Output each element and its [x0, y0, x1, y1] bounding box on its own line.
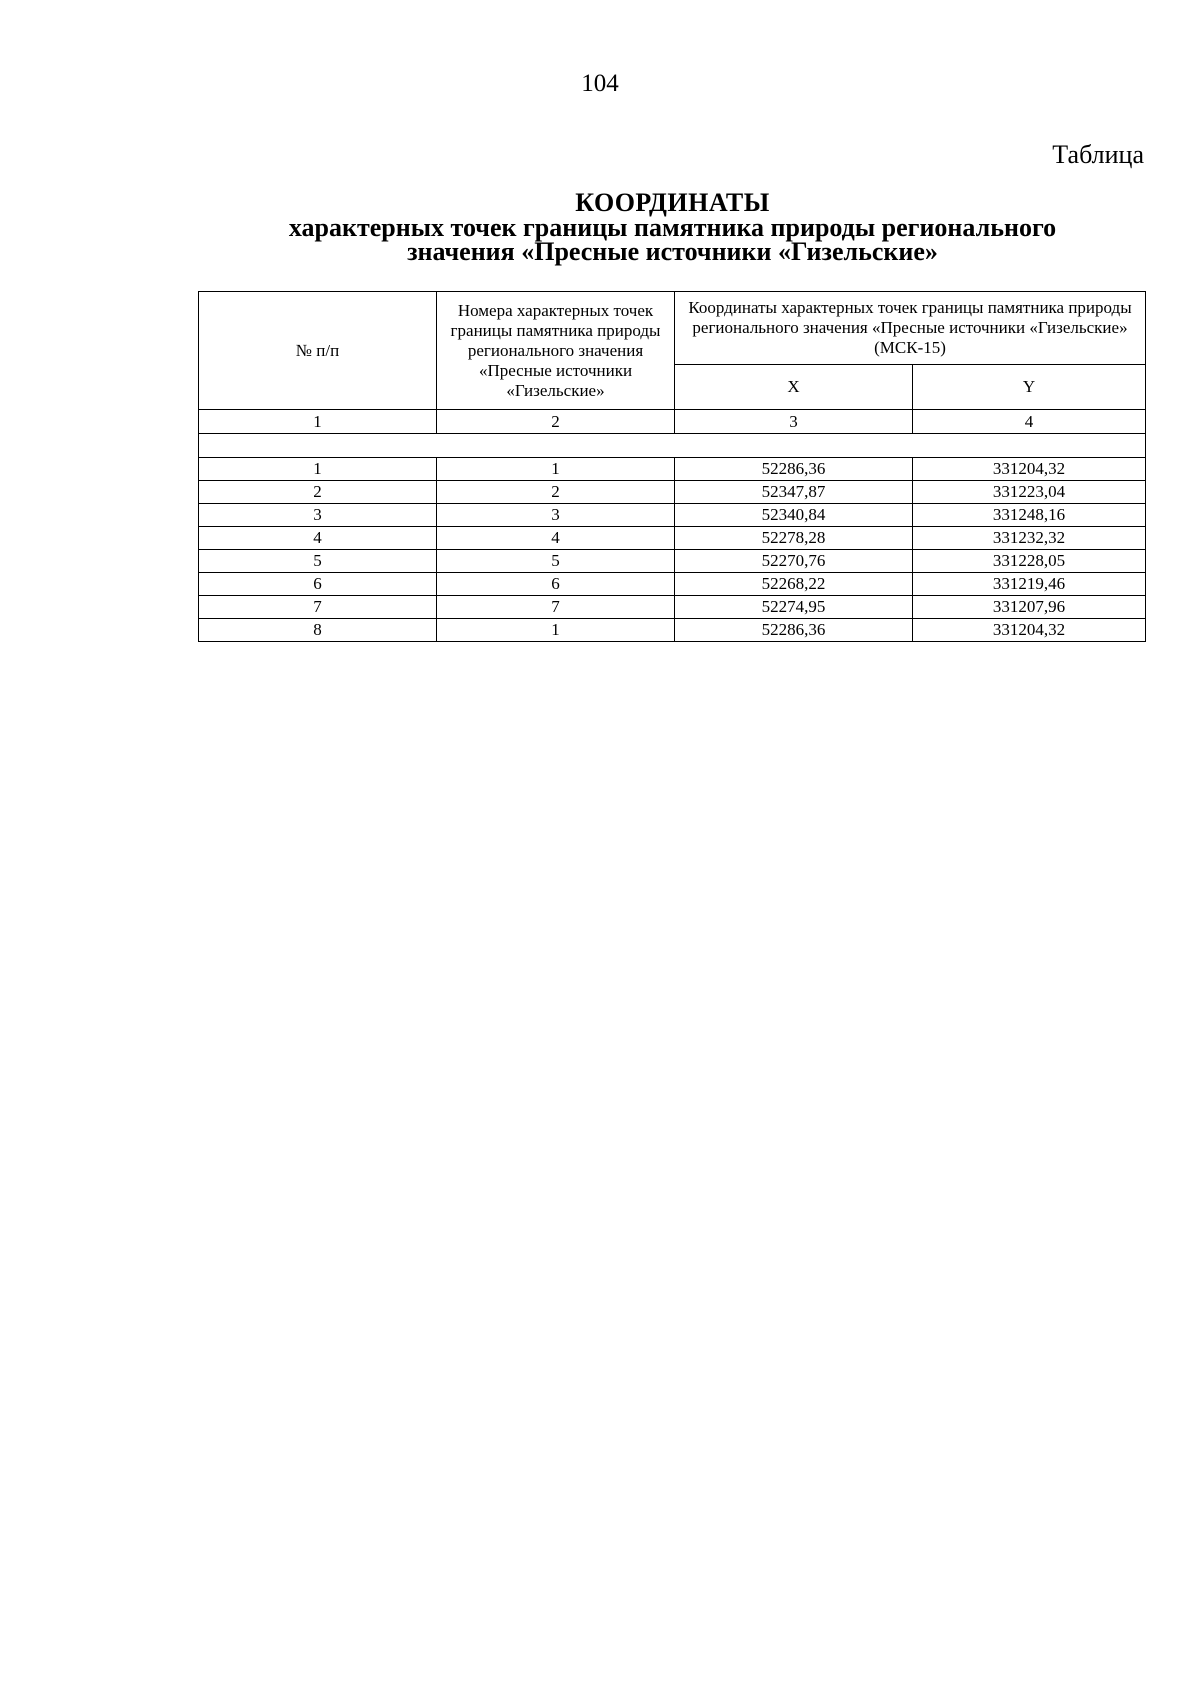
x-coordinate-cell: 52286,36 [675, 619, 913, 642]
y-coordinate-cell: 331204,32 [913, 619, 1146, 642]
y-coordinate-cell: 331207,96 [913, 596, 1146, 619]
y-coordinate-cell: 331223,04 [913, 481, 1146, 504]
coordinates-table [198, 291, 1146, 642]
title-main: КООРДИНАТЫ [575, 188, 770, 217]
y-coordinate-cell: 331228,05 [913, 550, 1146, 573]
row-number-cell: 1 [199, 458, 437, 481]
point-number-cell: 7 [437, 596, 675, 619]
column-number-cell: 3 [675, 410, 913, 434]
point-number-cell: 6 [437, 573, 675, 596]
y-coordinate-cell: 331219,46 [913, 573, 1146, 596]
point-number-cell: 5 [437, 550, 675, 573]
y-coordinate-cell: 331248,16 [913, 504, 1146, 527]
empty-row [199, 434, 1146, 458]
title-line-1: характерных точек границы памятника природы регионального [288, 213, 1057, 242]
table-row [199, 573, 1146, 596]
x-coordinate-cell: 52347,87 [675, 481, 913, 504]
row-number-cell: 4 [199, 527, 437, 550]
row-number-cell: 7 [199, 596, 437, 619]
point-number-cell: 2 [437, 481, 675, 504]
column-number-cell: 4 [913, 410, 1146, 434]
point-number-cell: 1 [437, 619, 675, 642]
document-title [200, 190, 1145, 264]
table-row [199, 619, 1146, 642]
page-number: 104 [581, 70, 619, 97]
title-line-2: значения «Пресные источники «Гизельские» [407, 237, 938, 266]
x-coordinate-cell: 52286,36 [675, 458, 913, 481]
row-number-cell: 6 [199, 573, 437, 596]
header-x: X [675, 365, 913, 410]
table-label: Таблица [1052, 140, 1144, 169]
point-number-cell: 4 [437, 527, 675, 550]
table-row [199, 550, 1146, 573]
header-coordinates: Координаты характерных точек границы памятника природы регионального значения «Пресные источники «Гизельские» (МСК-15) [675, 292, 1146, 365]
table-row [199, 458, 1146, 481]
x-coordinate-cell: 52340,84 [675, 504, 913, 527]
x-coordinate-cell: 52268,22 [675, 573, 913, 596]
column-numbers-row [199, 410, 1146, 434]
table-row [199, 596, 1146, 619]
y-coordinate-cell: 331232,32 [913, 527, 1146, 550]
column-number-cell: 2 [437, 410, 675, 434]
x-coordinate-cell: 52270,76 [675, 550, 913, 573]
point-number-cell: 1 [437, 458, 675, 481]
table-body [199, 410, 1146, 642]
table-row [199, 504, 1146, 527]
header-point-numbers: Номера характерных точек границы памятника природы регионального значения «Пресные источники «Гизельские» [437, 292, 675, 410]
table-row [199, 527, 1146, 550]
table-row [199, 481, 1146, 504]
column-number-cell: 1 [199, 410, 437, 434]
row-number-cell: 5 [199, 550, 437, 573]
row-number-cell: 8 [199, 619, 437, 642]
empty-cell [199, 434, 1146, 458]
x-coordinate-cell: 52278,28 [675, 527, 913, 550]
point-number-cell: 3 [437, 504, 675, 527]
x-coordinate-cell: 52274,95 [675, 596, 913, 619]
row-number-cell: 3 [199, 504, 437, 527]
header-y: Y [913, 365, 1146, 410]
header-number: № п/п [199, 292, 437, 410]
y-coordinate-cell: 331204,32 [913, 458, 1146, 481]
row-number-cell: 2 [199, 481, 437, 504]
